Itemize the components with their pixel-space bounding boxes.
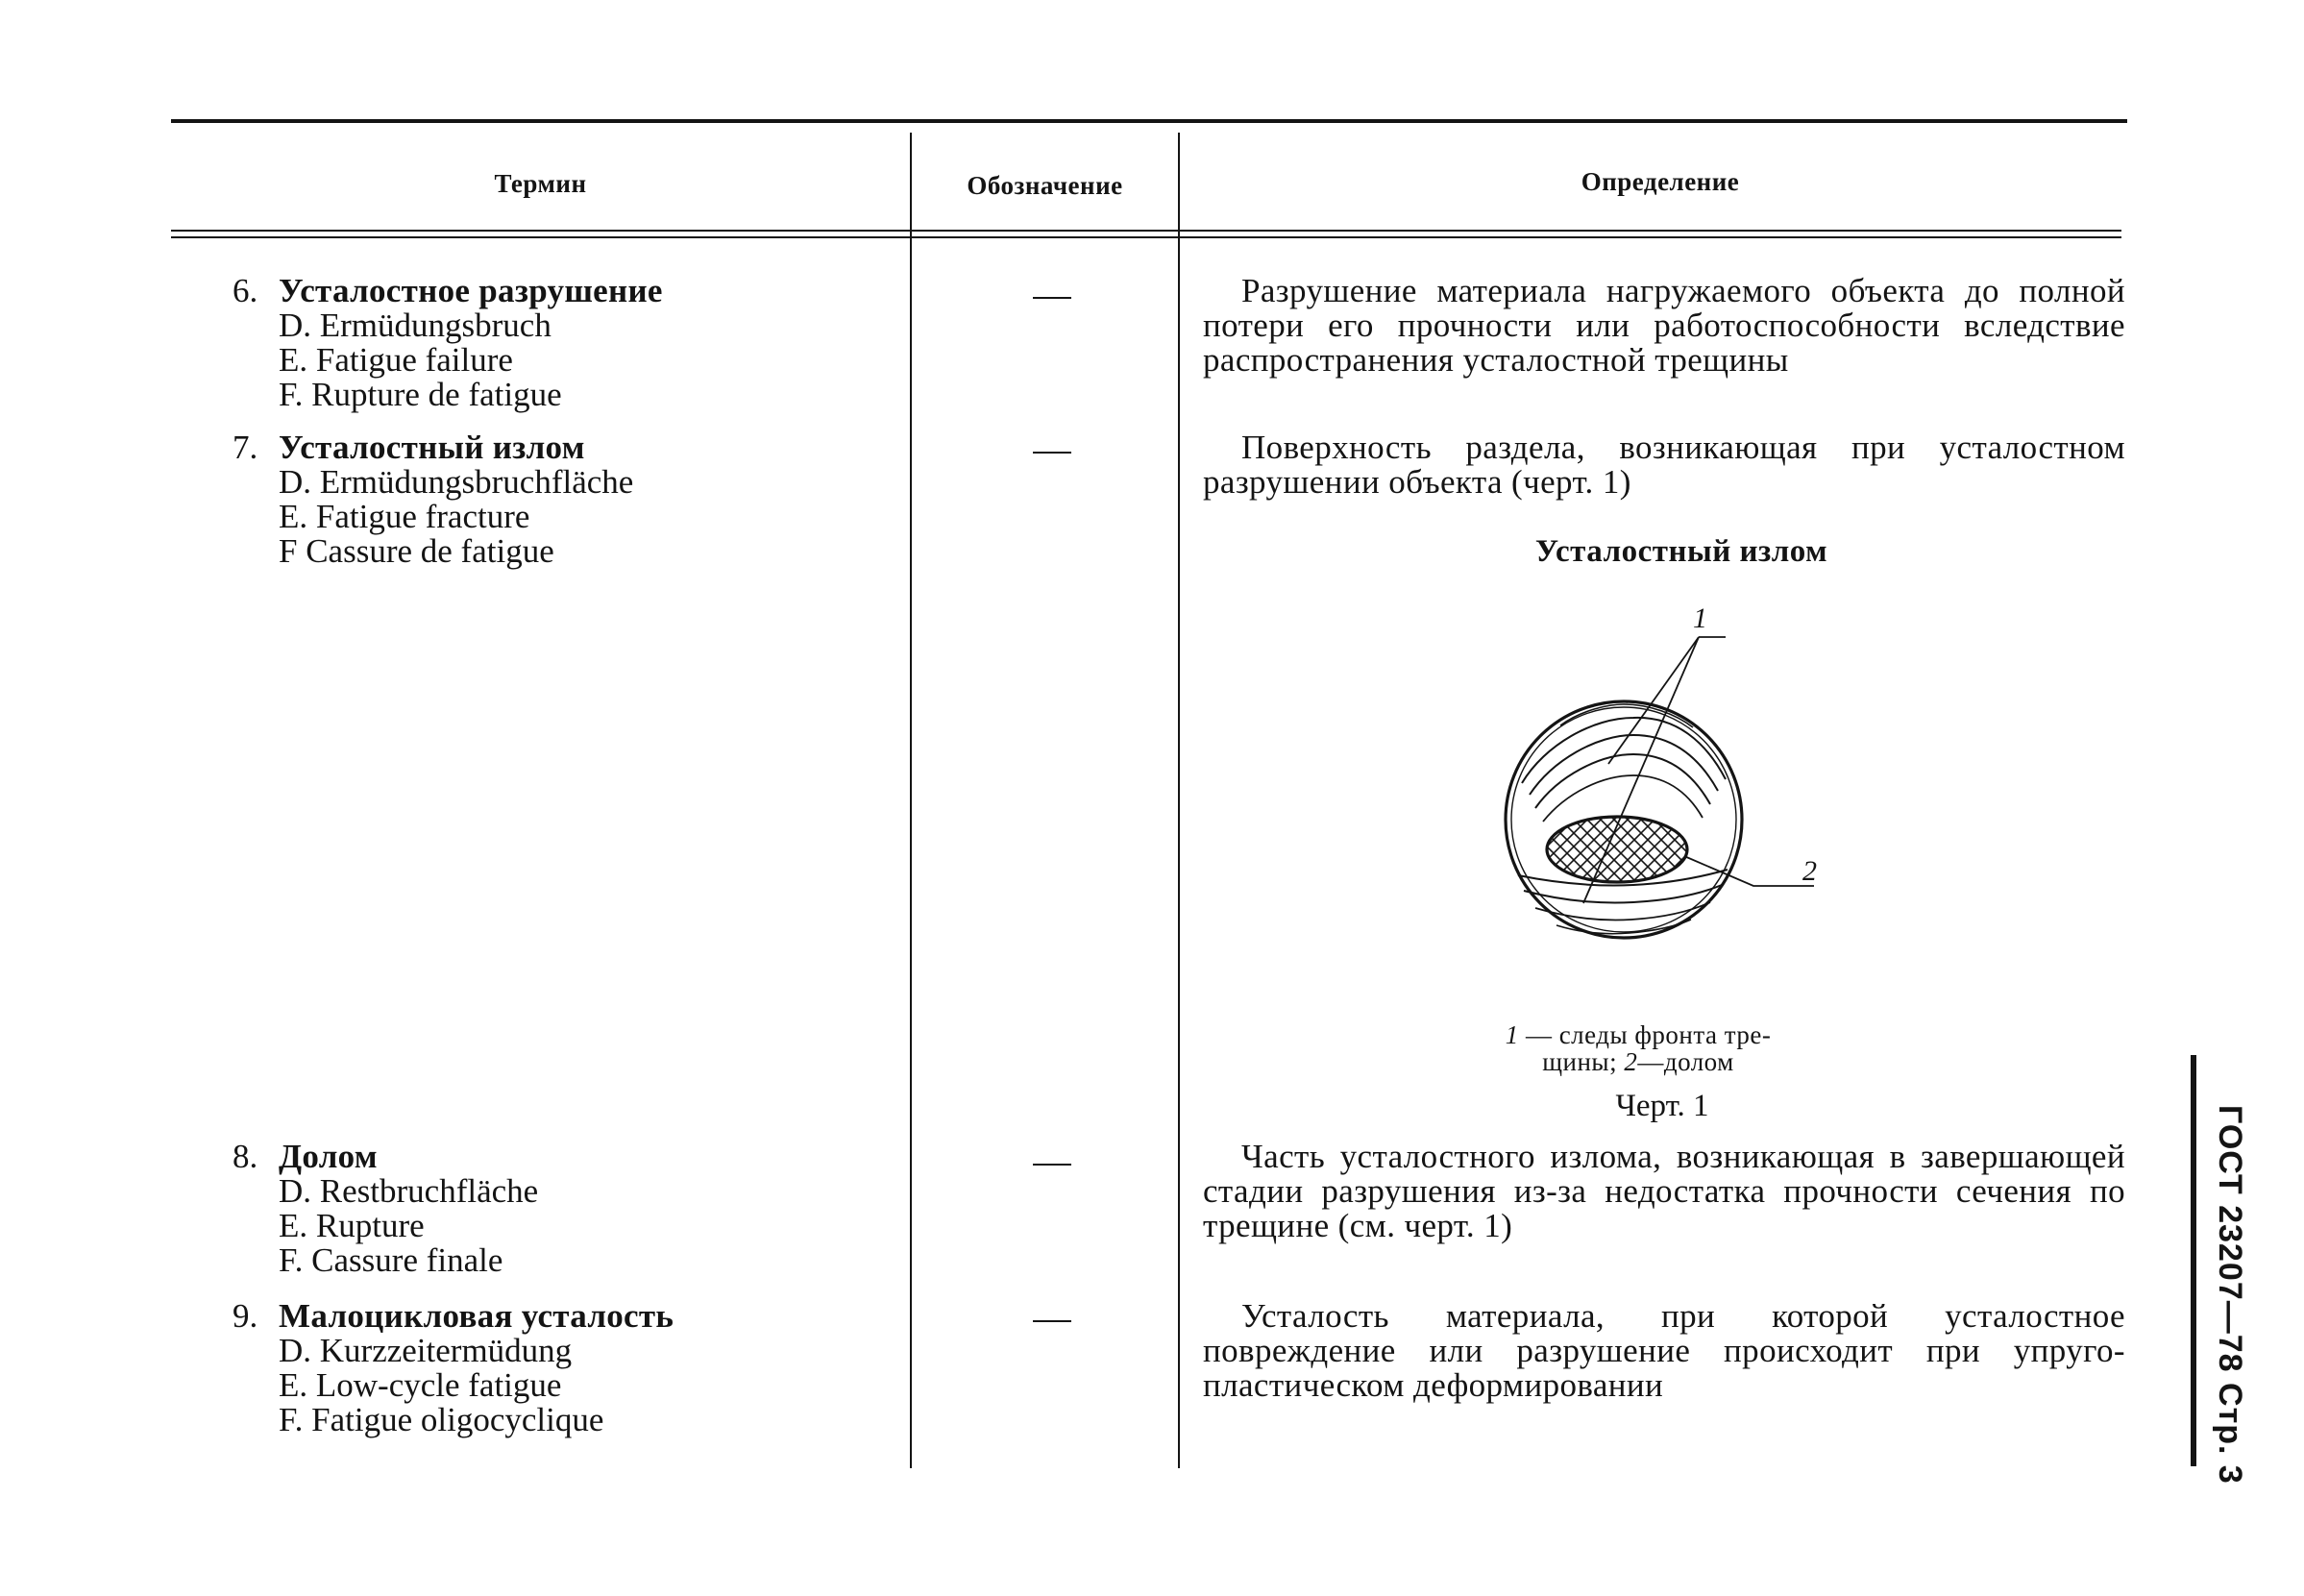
term-english: E. Rupture — [279, 1207, 425, 1244]
legend-text-1: — следы фронта тре- — [1518, 1020, 1772, 1049]
term-entry-9 — [233, 1299, 924, 1437]
term-name: Усталостный излом — [279, 429, 585, 466]
designation-dash-9 — [1033, 1320, 1071, 1322]
term-name: Малоцикловая усталость — [279, 1297, 674, 1335]
column-divider-2 — [1178, 133, 1180, 1468]
figure-label: Черт. 1 — [1615, 1089, 1709, 1123]
term-name: Долом — [279, 1138, 378, 1175]
designation-dash-6 — [1033, 297, 1071, 299]
legend-num-2: 2 — [1624, 1047, 1638, 1076]
header-designation: Обозначение — [967, 171, 1123, 200]
term-german: D. Restbruchfläche — [279, 1172, 539, 1210]
term-entry-7 — [233, 430, 924, 569]
page-number: Стр. 3 — [2212, 1383, 2248, 1485]
term-number: 8. — [233, 1138, 258, 1175]
table-top-rule — [171, 119, 2127, 123]
header-definition: Определение — [1581, 167, 1740, 196]
term-english: E. Fatigue failure — [279, 341, 513, 379]
legend-num-1: 1 — [1505, 1020, 1519, 1049]
definition-7: Поверхность раздела, возникающая при усталостном разрушении объекта (черт. 1) — [1203, 429, 2125, 501]
term-french: F. Rupture de fatigue — [279, 376, 562, 413]
term-english: E. Fatigue fracture — [279, 498, 530, 535]
definition-6: Разрушение материала нагружаемого объекта до полной потери его прочности или работоспособности вследствие распространения усталостной трещины — [1203, 272, 2125, 379]
designation-dash-7 — [1033, 452, 1071, 454]
header-bottom-rule-1 — [171, 230, 2121, 232]
callout-2: 2 — [1802, 855, 1817, 887]
side-header — [2206, 1105, 2248, 1566]
figure-legend — [1422, 1021, 1854, 1075]
term-english: E. Low-cycle fatigue — [279, 1366, 562, 1404]
term-number: 6. — [233, 272, 258, 309]
term-german: D. Kurzzeitermüdung — [279, 1332, 573, 1369]
term-german: D. Ermüdungsbruchfläche — [279, 463, 634, 501]
figure-title: Усталостный излом — [1534, 534, 1828, 569]
side-rule — [2191, 1055, 2196, 1466]
term-entry-8 — [233, 1140, 924, 1278]
legend-text-3: —долом — [1637, 1047, 1734, 1076]
term-number: 9. — [233, 1297, 258, 1335]
legend-text-2: щины; — [1542, 1047, 1625, 1076]
term-entry-6 — [233, 274, 924, 412]
definition-8: Часть усталостного излома, возникающая в завершающей стадии разрушения из-за недостатка прочности сечения по трещине (см. черт. 1) — [1203, 1138, 2125, 1244]
term-number: 7. — [233, 429, 258, 466]
fatigue-fracture-diagram — [1480, 591, 1845, 951]
designation-dash-8 — [1033, 1164, 1071, 1166]
term-french: F. Fatigue oligocyclique — [279, 1401, 604, 1438]
definition-9: Усталость материала, при которой усталостное повреждение или разрушение происходит при упруго-пластическом деформировании — [1203, 1297, 2125, 1404]
header-term: Термин — [494, 169, 587, 198]
callout-1: 1 — [1693, 602, 1707, 634]
term-german: D. Ermüdungsbruch — [279, 307, 551, 344]
header-bottom-rule-2 — [171, 236, 2121, 238]
term-french: F. Cassure finale — [279, 1241, 503, 1279]
standard-number: ГОСТ 23207—78 — [2212, 1105, 2248, 1373]
term-name: Усталостное разрушение — [279, 272, 663, 309]
term-french: F Cassure de fatigue — [279, 532, 554, 570]
